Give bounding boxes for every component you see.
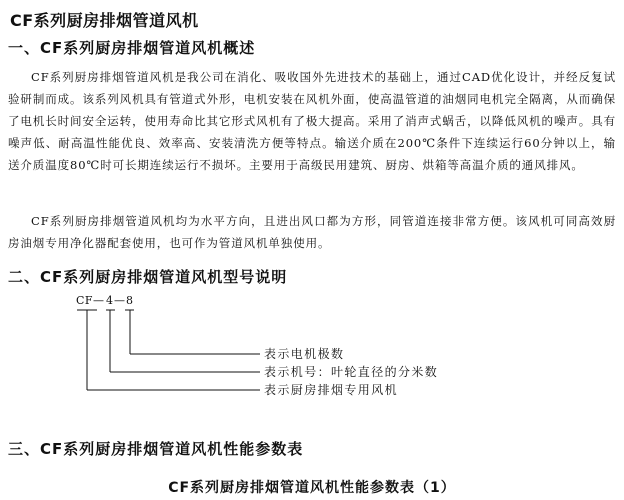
model-code-separator-2: — [114, 294, 126, 307]
table-caption: CF系列厨房排烟管道风机性能参数表（1） [168, 480, 456, 496]
legend-kitchen-fan: 表示厨房排烟专用风机 [264, 383, 399, 397]
overview-paragraph-2: CF系列厨房排烟管道风机均为水平方向，且进出风口都为方形，同管道连接非常方便。该风机可同高效厨房油烟专用净化器配套使用，也可作为管道风机单独使用。 [8, 214, 616, 250]
document-title: CF系列厨房排烟管道风机 [10, 11, 199, 30]
section-heading-performance: 三、CF系列厨房排烟管道风机性能参数表 [8, 440, 304, 458]
model-code-size: 4 [106, 294, 114, 307]
section-heading-model: 二、CF系列厨房排烟管道风机型号说明 [8, 268, 288, 286]
model-code-separator-1: — [93, 294, 105, 307]
legend-fan-size: 表示机号：叶轮直径的分米数 [264, 365, 439, 379]
legend-motor-poles: 表示电机极数 [264, 347, 345, 361]
model-code-prefix: CF [76, 294, 94, 307]
model-code-diagram [60, 292, 480, 412]
overview-paragraph-1: CF系列厨房排烟管道风机是我公司在消化、吸收国外先进技术的基础上，通过CAD优化设计，并经反复试验研制而成。该系列风机具有管道式外形，电机安装在风机外面，使高温管道的油烟同电机完全隔离，从而确保了电机长时间安全运转，使用寿命比其它形式风机有了极大提高。采用了消声式蜗舌，以降低风机的噪声。具有噪声低、耐高温性能优良、效率高、安装清洗方便等特点。输送介质在200℃条件下连续运行60分钟以上，输送介质温度80℃时可长期连续运行不损坏。主要用于高级民用建筑、厨房、烘箱等高温介质的通风排风。 [8, 70, 616, 172]
section-heading-overview: 一、CF系列厨房排烟管道风机概述 [8, 39, 256, 57]
model-code-poles: 8 [126, 294, 134, 307]
